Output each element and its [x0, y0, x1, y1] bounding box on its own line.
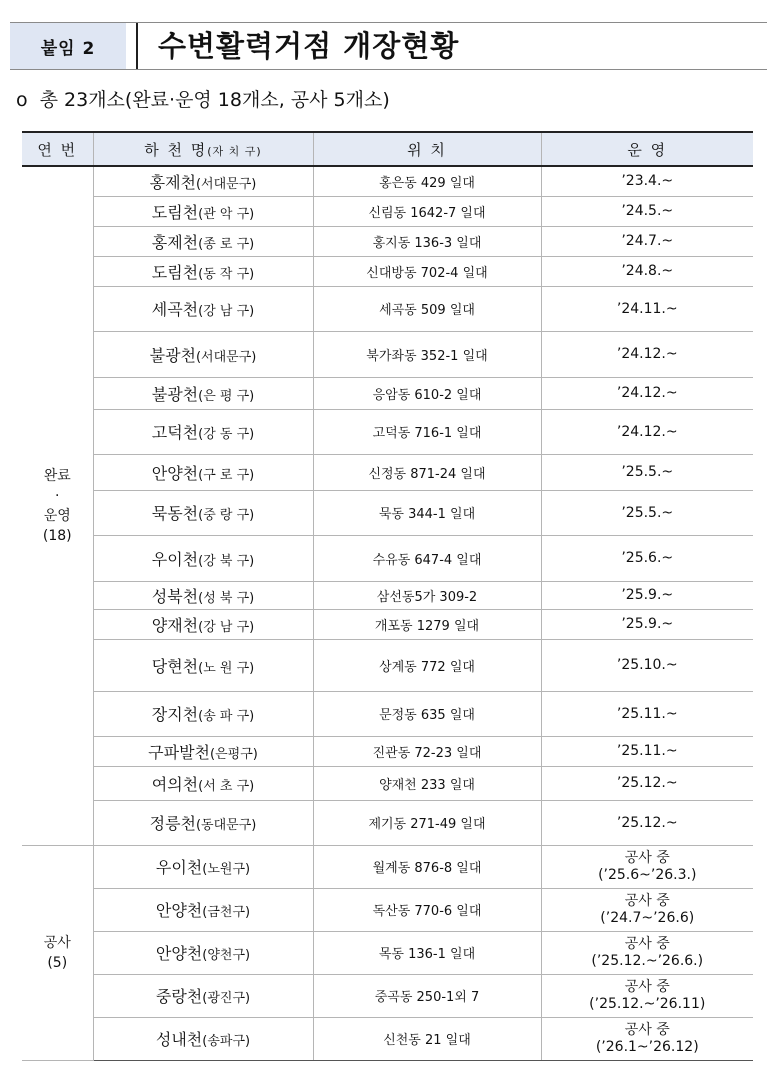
- table-row: [22, 581, 753, 609]
- district-name: (동대문구): [195, 818, 257, 833]
- header-river-label: 하 천 명: [144, 140, 208, 159]
- location-cell: 홍지동 136-3 일대: [313, 226, 541, 256]
- river-cell: [93, 736, 313, 766]
- river-name: 홍제천: [151, 232, 199, 252]
- district-name: (은평구): [210, 746, 258, 762]
- header-river: [93, 132, 313, 166]
- group-label-cell: [22, 845, 93, 1060]
- district-name: (양천구): [202, 948, 251, 963]
- table-row: [22, 639, 753, 691]
- location-cell: 묵동 344-1 일대: [313, 490, 541, 535]
- table-row: [22, 736, 753, 766]
- location-cell: 진관동 72-23 일대: [313, 736, 541, 766]
- header-separator: [136, 23, 138, 69]
- river-name: 불광천: [149, 345, 196, 365]
- table-row: [22, 691, 753, 736]
- river-name: 묵동천: [151, 504, 199, 523]
- district-name: (구 로 구): [198, 467, 255, 483]
- location-cell: 고덕동 716-1 일대: [313, 409, 541, 454]
- table-body: [22, 166, 753, 1060]
- table-row: [22, 226, 753, 256]
- location-cell: 수유동 647-4 일대: [313, 535, 541, 581]
- district-name: (서대문구): [195, 349, 257, 365]
- table-row: [22, 800, 753, 845]
- river-name: 세곡천: [151, 300, 199, 319]
- operation-cell: ’24.12.~: [541, 409, 753, 454]
- river-name: 정릉천: [149, 814, 196, 833]
- river-cell: [93, 377, 313, 409]
- operation-cell: ’25.9.~: [541, 609, 753, 639]
- table-row: [22, 377, 753, 409]
- river-name: 안양천: [155, 901, 203, 920]
- operation-cell: ’24.7.~: [541, 226, 753, 256]
- district-name: (종 로 구): [198, 236, 255, 252]
- river-cell: [93, 535, 313, 581]
- river-name: 구파발천: [148, 742, 210, 762]
- location-cell: 월계동 876-8 일대: [313, 845, 541, 888]
- summary-bullet: o: [16, 89, 28, 111]
- location-cell: 신천동 21 일대: [313, 1017, 541, 1060]
- river-cell: [93, 490, 313, 535]
- district-name: (강 북 구): [198, 553, 255, 569]
- location-cell: 중곡동 250-1외 7: [313, 974, 541, 1017]
- river-cell: [93, 931, 313, 974]
- district-name: (강 남 구): [198, 619, 255, 635]
- table-row: [22, 974, 753, 1017]
- operation-cell: ’24.12.~: [541, 331, 753, 377]
- operation-cell: ’25.11.~: [541, 736, 753, 766]
- river-cell: [93, 166, 313, 196]
- construction-status: 공사 중: [624, 1021, 670, 1038]
- river-cell: [93, 581, 313, 609]
- table-row: [22, 845, 753, 888]
- district-name: (광진구): [202, 991, 251, 1006]
- location-cell: 신대방동 702-4 일대: [313, 256, 541, 286]
- river-cell: [93, 974, 313, 1017]
- construction-status: 공사 중: [624, 935, 670, 952]
- document-title: 수변활력거점 개장현황: [158, 29, 460, 63]
- operation-cell: ’25.12.~: [541, 800, 753, 845]
- group-label-line: (5): [47, 954, 68, 971]
- river-name: 당현천: [151, 656, 199, 676]
- location-cell: 삼선동5가 309-2: [313, 581, 541, 609]
- group-label-line: (18): [42, 527, 72, 544]
- site-status-table: [22, 131, 753, 1061]
- operation-cell: [541, 931, 753, 974]
- district-name: (서대문구): [195, 176, 257, 192]
- location-cell: 양재천 233 일대: [313, 766, 541, 800]
- district-name: (성 북 구): [198, 590, 255, 606]
- river-name: 불광천: [151, 384, 199, 404]
- construction-status: 공사 중: [624, 892, 670, 909]
- table-row: [22, 609, 753, 639]
- operation-cell: [541, 888, 753, 931]
- district-name: (송파구): [202, 1034, 251, 1049]
- construction-status: 공사 중: [624, 978, 670, 995]
- river-cell: [93, 454, 313, 490]
- group-label-line: ·: [55, 487, 60, 504]
- operation-cell: ’25.6.~: [541, 535, 753, 581]
- operation-cell: ’25.5.~: [541, 490, 753, 535]
- district-name: (노원구): [202, 862, 251, 877]
- table-row: [22, 888, 753, 931]
- operation-cell: ’25.11.~: [541, 691, 753, 736]
- document-header: [10, 22, 767, 70]
- river-name: 여의천: [151, 774, 199, 794]
- operation-cell: ’24.12.~: [541, 377, 753, 409]
- river-name: 성내천: [155, 1030, 203, 1049]
- table-row: [22, 454, 753, 490]
- district-name: (강 동 구): [198, 427, 255, 442]
- location-cell: 독산동 770-6 일대: [313, 888, 541, 931]
- location-cell: 목동 136-1 일대: [313, 931, 541, 974]
- district-name: (송 파 구): [198, 709, 255, 724]
- location-cell: 신정동 871-24 일대: [313, 454, 541, 490]
- summary-line: [16, 86, 390, 114]
- summary-text: 총 23개소(완료·운영 18개소, 공사 5개소): [39, 89, 390, 111]
- table-row: [22, 286, 753, 331]
- construction-period: (’26.1~’26.12): [595, 1038, 699, 1055]
- table-row: [22, 766, 753, 800]
- river-cell: [93, 1017, 313, 1060]
- table-row: [22, 931, 753, 974]
- location-cell: 응암동 610-2 일대: [313, 377, 541, 409]
- construction-period: (’25.6~’26.3.): [598, 866, 697, 883]
- location-cell: 개포동 1279 일대: [313, 609, 541, 639]
- construction-period: (’25.12.~’26.6.): [591, 952, 704, 969]
- location-cell: 상계동 772 일대: [313, 639, 541, 691]
- district-name: (금천구): [202, 905, 251, 920]
- location-cell: 문정동 635 일대: [313, 691, 541, 736]
- construction-period: (’24.7~’26.6): [600, 909, 695, 926]
- district-name: (중 랑 구): [198, 508, 255, 523]
- group-label-cell: [22, 166, 93, 845]
- river-cell: [93, 409, 313, 454]
- construction-status: 공사 중: [624, 849, 670, 866]
- operation-cell: [541, 845, 753, 888]
- location-cell: 북가좌동 352-1 일대: [313, 331, 541, 377]
- river-name: 고덕천: [151, 423, 199, 442]
- header-location: 위 치: [313, 132, 541, 166]
- table-row: [22, 196, 753, 226]
- district-name: (강 남 구): [198, 304, 255, 319]
- river-name: 안양천: [151, 463, 199, 483]
- table-row: [22, 409, 753, 454]
- river-cell: [93, 639, 313, 691]
- district-name: (은 평 구): [198, 388, 255, 404]
- table-row: [22, 331, 753, 377]
- group-label-line: 완료: [43, 467, 71, 484]
- location-cell: 신림동 1642-7 일대: [313, 196, 541, 226]
- river-cell: [93, 256, 313, 286]
- river-name: 도림천: [151, 202, 199, 222]
- attachment-badge: 붙임 2: [10, 23, 126, 69]
- river-cell: [93, 888, 313, 931]
- table-row: [22, 1017, 753, 1060]
- operation-cell: ’23.4.~: [541, 166, 753, 196]
- header-year: 연 번: [22, 132, 93, 166]
- river-cell: [93, 691, 313, 736]
- river-name: 장지천: [151, 705, 199, 724]
- river-name: 도림천: [151, 262, 199, 282]
- district-name: (노 원 구): [198, 660, 255, 676]
- operation-cell: ’24.8.~: [541, 256, 753, 286]
- operation-cell: ’25.10.~: [541, 639, 753, 691]
- operation-cell: [541, 1017, 753, 1060]
- river-name: 홍제천: [149, 172, 196, 192]
- location-cell: 제기동 271-49 일대: [313, 800, 541, 845]
- river-name: 우이천: [151, 549, 199, 569]
- construction-period: (’25.12.~’26.11): [589, 995, 706, 1012]
- operation-cell: ’24.5.~: [541, 196, 753, 226]
- river-cell: [93, 800, 313, 845]
- location-cell: 홍은동 429 일대: [313, 166, 541, 196]
- river-cell: [93, 845, 313, 888]
- river-name: 양재천: [151, 615, 199, 635]
- river-cell: [93, 609, 313, 639]
- table-row: [22, 166, 753, 196]
- header-district-label: (자 치 구): [207, 144, 262, 158]
- table-row: [22, 535, 753, 581]
- river-cell: [93, 766, 313, 800]
- operation-cell: ’24.11.~: [541, 286, 753, 331]
- river-name: 성북천: [151, 586, 199, 606]
- operation-cell: [541, 974, 753, 1017]
- operation-cell: ’25.9.~: [541, 581, 753, 609]
- river-name: 안양천: [155, 944, 203, 963]
- river-name: 중랑천: [155, 987, 203, 1006]
- district-name: (관 악 구): [198, 206, 255, 222]
- river-name: 우이천: [155, 858, 203, 877]
- river-cell: [93, 226, 313, 256]
- operation-cell: ’25.12.~: [541, 766, 753, 800]
- header-operation: 운 영: [541, 132, 753, 166]
- operation-cell: ’25.5.~: [541, 454, 753, 490]
- river-cell: [93, 331, 313, 377]
- table-header-row: [22, 132, 753, 166]
- table-row: [22, 256, 753, 286]
- district-name: (서 초 구): [198, 778, 255, 794]
- group-label-line: 운영: [43, 507, 71, 524]
- table-row: [22, 490, 753, 535]
- location-cell: 세곡동 509 일대: [313, 286, 541, 331]
- group-label-line: 공사: [43, 934, 71, 951]
- river-cell: [93, 196, 313, 226]
- district-name: (동 작 구): [198, 266, 255, 282]
- river-cell: [93, 286, 313, 331]
